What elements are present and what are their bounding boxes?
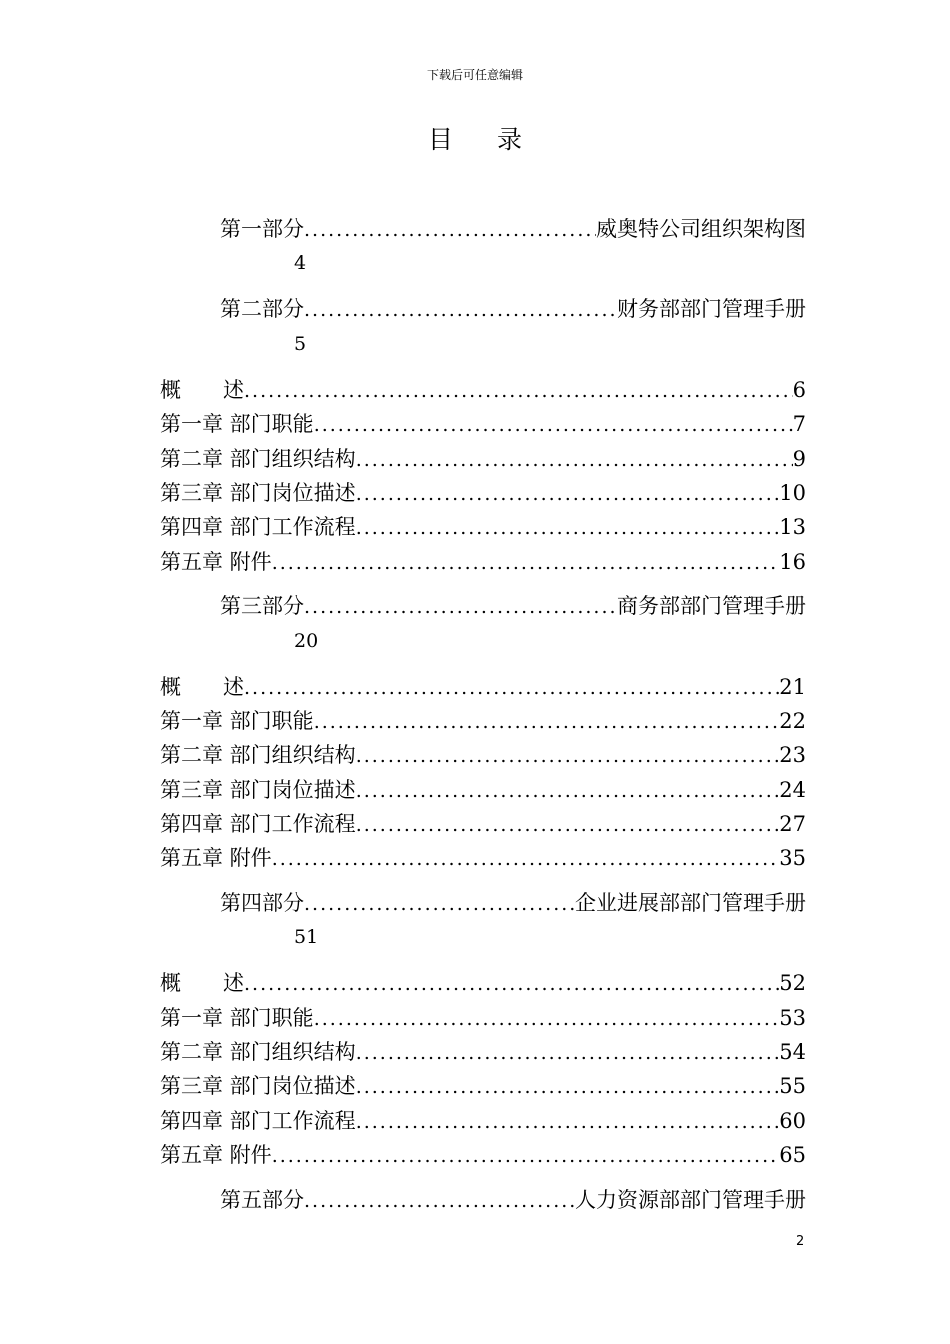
toc-part[interactable] bbox=[160, 886, 806, 920]
dot-leader bbox=[356, 511, 780, 545]
toc-chapter[interactable] bbox=[160, 373, 806, 407]
chapter-page: 6 bbox=[792, 377, 806, 402]
toc-part[interactable] bbox=[160, 589, 806, 623]
part-label: 第三部分 bbox=[220, 594, 304, 619]
part-label: 第五部分 bbox=[220, 1187, 304, 1212]
dot-leader bbox=[304, 1184, 575, 1218]
dot-leader bbox=[356, 443, 793, 477]
dot-leader bbox=[272, 842, 780, 876]
chapter-page: 23 bbox=[779, 743, 806, 768]
chapter-page: 9 bbox=[792, 446, 806, 471]
chapter-page: 55 bbox=[779, 1074, 806, 1099]
toc-chapter[interactable] bbox=[160, 966, 806, 1000]
chapter-page: 13 bbox=[779, 515, 806, 540]
chapter-page: 65 bbox=[779, 1143, 806, 1168]
dot-leader bbox=[314, 1002, 780, 1036]
part-page-number: 20 bbox=[294, 629, 319, 652]
chapter-page: 60 bbox=[779, 1108, 806, 1133]
page-header: 下载后可任意编辑 bbox=[426, 68, 523, 82]
chapter-label: 第一章 部门职能 bbox=[160, 412, 314, 437]
toc-chapter[interactable] bbox=[160, 704, 806, 738]
chapter-page: 22 bbox=[779, 708, 806, 733]
chapter-page: 7 bbox=[792, 412, 806, 437]
chapter-label: 第四章 部门工作流程 bbox=[160, 812, 356, 837]
toc-chapter[interactable] bbox=[160, 407, 806, 441]
toc-chapter[interactable] bbox=[160, 1104, 806, 1138]
dot-leader bbox=[356, 739, 780, 773]
dot-leader bbox=[356, 477, 780, 511]
dot-leader bbox=[272, 546, 780, 580]
toc-chapter[interactable] bbox=[160, 442, 806, 476]
chapter-page: 21 bbox=[779, 674, 806, 699]
dot-leader bbox=[304, 887, 575, 921]
toc-part[interactable] bbox=[160, 1183, 806, 1217]
chapter-page: 35 bbox=[779, 846, 806, 871]
page-title: 目录 bbox=[427, 125, 566, 154]
chapter-label: 第一章 部门职能 bbox=[160, 1005, 314, 1030]
part-name: 威奥特公司组织架构图 bbox=[596, 217, 806, 241]
chapter-label: 概 述 bbox=[160, 674, 244, 699]
chapter-label: 第一章 部门职能 bbox=[160, 708, 314, 733]
toc-part[interactable] bbox=[160, 212, 806, 246]
toc-chapter[interactable] bbox=[160, 773, 806, 807]
part-name: 商务部部门管理手册 bbox=[617, 594, 806, 619]
part-label: 第四部分 bbox=[220, 890, 304, 915]
chapter-label: 第五章 附件 bbox=[160, 1143, 272, 1168]
part-name: 企业进展部部门管理手册 bbox=[575, 890, 806, 915]
part-name: 财务部部门管理手册 bbox=[617, 297, 806, 322]
chapter-label: 第二章 部门组织结构 bbox=[160, 1040, 356, 1065]
dot-leader bbox=[314, 705, 780, 739]
toc-chapter[interactable] bbox=[160, 1138, 806, 1172]
toc-chapter[interactable] bbox=[160, 738, 806, 772]
chapter-label: 第三章 部门岗位描述 bbox=[160, 1074, 356, 1099]
chapter-page: 10 bbox=[779, 480, 806, 505]
chapter-label: 第五章 附件 bbox=[160, 549, 272, 574]
toc-chapter[interactable] bbox=[160, 510, 806, 544]
part-label: 第一部分 bbox=[220, 217, 304, 241]
page-number: 2 bbox=[796, 1234, 805, 1249]
dot-leader bbox=[304, 293, 617, 327]
chapter-label: 概 述 bbox=[160, 971, 244, 996]
chapter-label: 第四章 部门工作流程 bbox=[160, 1108, 356, 1133]
chapter-label: 第二章 部门组织结构 bbox=[160, 743, 356, 768]
part-page-number: 51 bbox=[294, 926, 319, 949]
toc-chapter[interactable] bbox=[160, 476, 806, 510]
chapter-page: 24 bbox=[779, 777, 806, 802]
chapter-label: 第三章 部门岗位描述 bbox=[160, 777, 356, 802]
chapter-label: 概 述 bbox=[160, 377, 244, 402]
dot-leader bbox=[244, 967, 779, 1001]
dot-leader bbox=[356, 774, 780, 808]
part-page-number: 5 bbox=[294, 332, 307, 355]
dot-leader bbox=[304, 213, 596, 247]
toc-chapter[interactable] bbox=[160, 1035, 806, 1069]
toc-chapter[interactable] bbox=[160, 545, 806, 579]
dot-leader bbox=[356, 1105, 780, 1139]
part-name: 人力资源部部门管理手册 bbox=[575, 1187, 806, 1212]
dot-leader bbox=[304, 590, 617, 624]
chapter-label: 第二章 部门组织结构 bbox=[160, 446, 356, 471]
part-label: 第二部分 bbox=[220, 297, 304, 322]
dot-leader bbox=[244, 671, 779, 705]
toc-chapter[interactable] bbox=[160, 1069, 806, 1103]
chapter-page: 52 bbox=[779, 971, 806, 996]
table-of-contents bbox=[160, 212, 806, 1217]
dot-leader bbox=[356, 1036, 780, 1070]
part-page-number: 4 bbox=[294, 252, 307, 275]
toc-chapter[interactable] bbox=[160, 807, 806, 841]
dot-leader bbox=[356, 1070, 780, 1104]
chapter-label: 第五章 附件 bbox=[160, 846, 272, 871]
toc-chapter[interactable] bbox=[160, 841, 806, 875]
dot-leader bbox=[356, 808, 780, 842]
chapter-page: 27 bbox=[779, 812, 806, 837]
chapter-page: 54 bbox=[779, 1040, 806, 1065]
toc-chapter[interactable] bbox=[160, 1001, 806, 1035]
toc-part[interactable] bbox=[160, 292, 806, 326]
dot-leader bbox=[272, 1139, 780, 1173]
chapter-label: 第四章 部门工作流程 bbox=[160, 515, 356, 540]
dot-leader bbox=[314, 408, 793, 442]
chapter-label: 第三章 部门岗位描述 bbox=[160, 480, 356, 505]
chapter-page: 53 bbox=[779, 1005, 806, 1030]
dot-leader bbox=[244, 374, 793, 408]
toc-chapter[interactable] bbox=[160, 670, 806, 704]
chapter-page: 16 bbox=[779, 549, 806, 574]
